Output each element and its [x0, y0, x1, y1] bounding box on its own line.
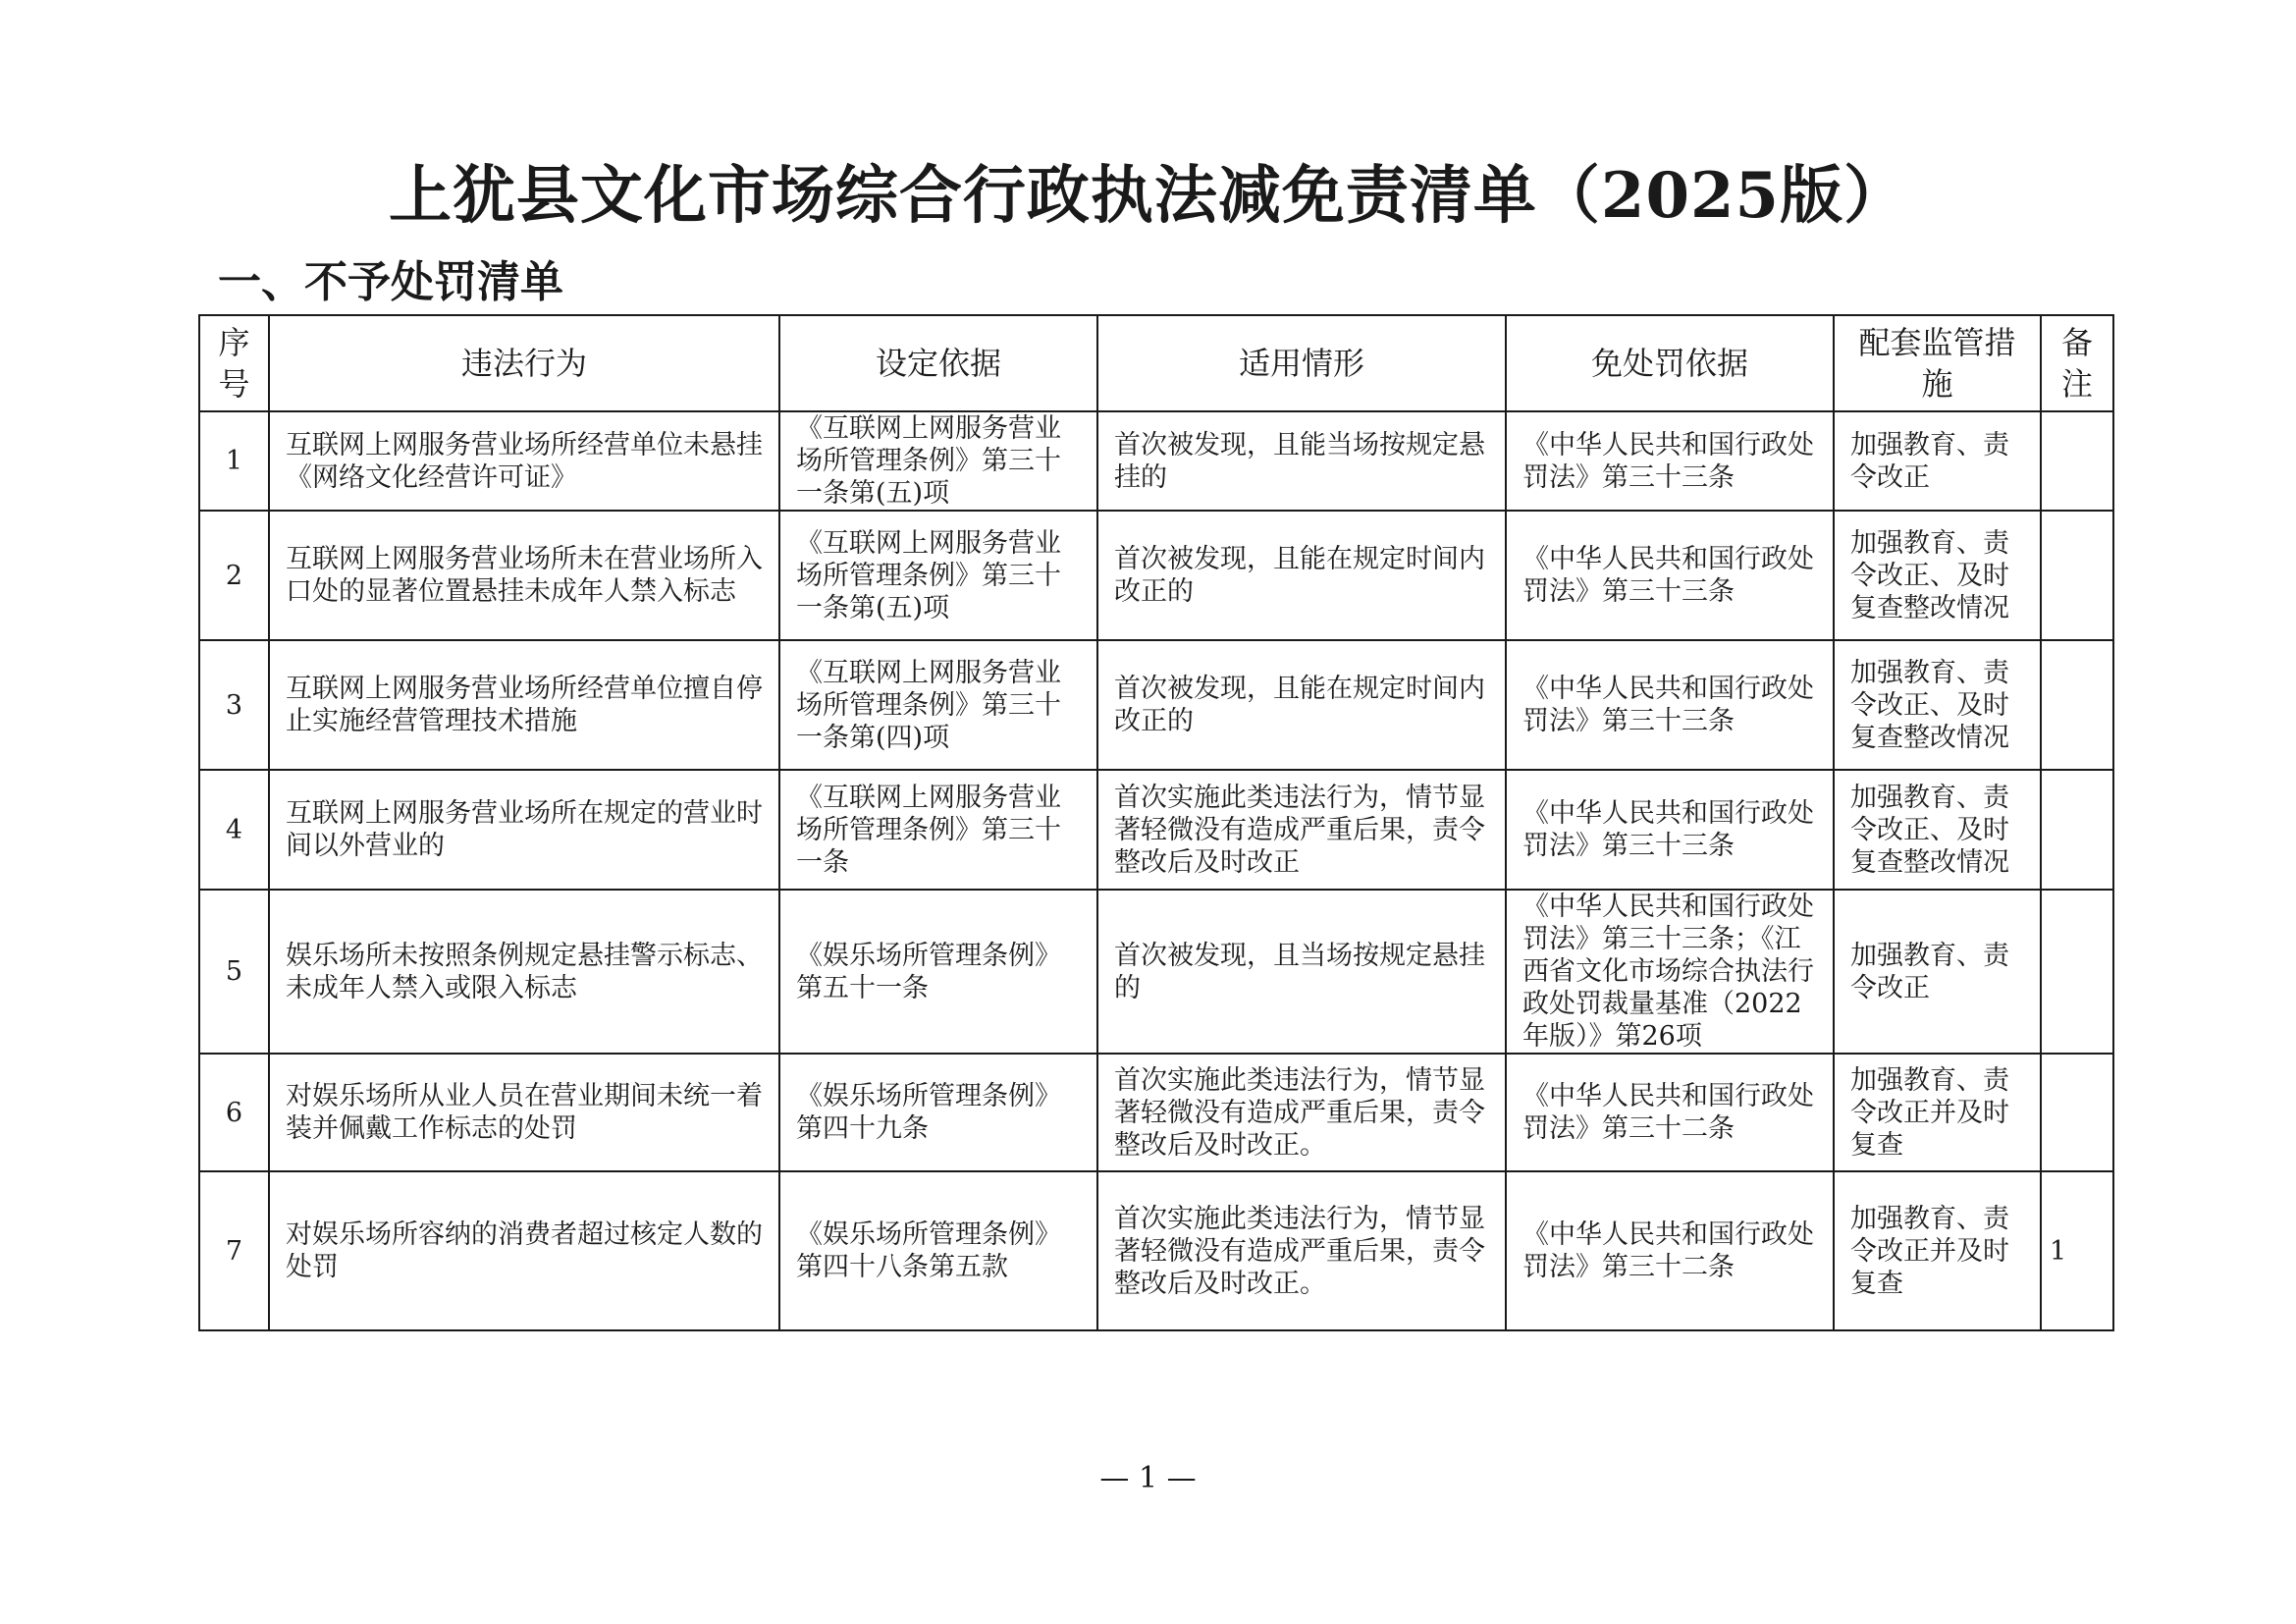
- cell-note: [2041, 411, 2113, 511]
- cell-note: [2041, 770, 2113, 890]
- page-number: — 1 —: [1099, 1461, 1197, 1495]
- cell-basis: 《互联网上网服务营业场所管理条例》第三十一条: [779, 770, 1097, 890]
- cell-num: 4: [199, 770, 269, 890]
- cell-behavior: 对娱乐场所从业人员在营业期间未统一着装并佩戴工作标志的处罚: [269, 1054, 779, 1171]
- cell-note: [2041, 1054, 2113, 1171]
- cell-exemption: 《中华人民共和国行政处罚法》第三十三条: [1506, 770, 1834, 890]
- exemption-table: [198, 314, 2114, 1331]
- cell-note: [2041, 640, 2113, 770]
- cell-circumstance: 首次实施此类违法行为，情节显著轻微没有造成严重后果，责令整改后及时改正: [1097, 770, 1506, 890]
- header-behavior: 违法行为: [269, 315, 779, 411]
- cell-behavior: 互联网上网服务营业场所在规定的营业时间以外营业的: [269, 770, 779, 890]
- cell-supervision: 加强教育、责令改正、及时复查整改情况: [1834, 511, 2041, 640]
- header-exemption: 免处罚依据: [1506, 315, 1834, 411]
- cell-num: 7: [199, 1171, 269, 1330]
- cell-behavior: 互联网上网服务营业场所经营单位未悬挂《网络文化经营许可证》: [269, 411, 779, 511]
- cell-basis: 《娱乐场所管理条例》第四十八条第五款: [779, 1171, 1097, 1330]
- cell-basis: 《娱乐场所管理条例》第四十九条: [779, 1054, 1097, 1171]
- header-basis: 设定依据: [779, 315, 1097, 411]
- cell-behavior: 互联网上网服务营业场所未在营业场所入口处的显著位置悬挂未成年人禁入标志: [269, 511, 779, 640]
- cell-supervision: 加强教育、责令改正并及时复查: [1834, 1171, 2041, 1330]
- cell-exemption: 《中华人民共和国行政处罚法》第三十三条: [1506, 511, 1834, 640]
- cell-supervision: 加强教育、责令改正、及时复查整改情况: [1834, 640, 2041, 770]
- table-row: [199, 640, 2113, 770]
- cell-circumstance: 首次实施此类违法行为，情节显著轻微没有造成严重后果，责令整改后及时改正。: [1097, 1171, 1506, 1330]
- table-row: [199, 511, 2113, 640]
- cell-num: 1: [199, 411, 269, 511]
- cell-circumstance: 首次被发现，且能当场按规定悬挂的: [1097, 411, 1506, 511]
- cell-behavior: 互联网上网服务营业场所经营单位擅自停止实施经营管理技术措施: [269, 640, 779, 770]
- cell-basis: 《互联网上网服务营业场所管理条例》第三十一条第(四)项: [779, 640, 1097, 770]
- cell-exemption: 《中华人民共和国行政处罚法》第三十二条: [1506, 1054, 1834, 1171]
- cell-basis: 《娱乐场所管理条例》第五十一条: [779, 890, 1097, 1054]
- cell-supervision: 加强教育、责令改正: [1834, 890, 2041, 1054]
- cell-note: [2041, 511, 2113, 640]
- cell-circumstance: 首次被发现，且能在规定时间内改正的: [1097, 640, 1506, 770]
- cell-basis: 《互联网上网服务营业场所管理条例》第三十一条第(五)项: [779, 511, 1097, 640]
- header-circumstance: 适用情形: [1097, 315, 1506, 411]
- document-title: 上犹县文化市场综合行政执法减免责清单（2025版）: [388, 159, 1908, 233]
- cell-exemption: 《中华人民共和国行政处罚法》第三十三条；《江西省文化市场综合执法行政处罚裁量基准（2022年版）》第26项: [1506, 890, 1834, 1054]
- cell-num: 5: [199, 890, 269, 1054]
- header-num: 序号: [199, 315, 269, 411]
- cell-num: 3: [199, 640, 269, 770]
- table-row: [199, 411, 2113, 511]
- header-supervision: 配套监管措施: [1834, 315, 2041, 411]
- header-note: 备注: [2041, 315, 2113, 411]
- cell-num: 6: [199, 1054, 269, 1171]
- table-row: [199, 1054, 2113, 1171]
- cell-circumstance: 首次被发现，且当场按规定悬挂的: [1097, 890, 1506, 1054]
- table-row: [199, 770, 2113, 890]
- cell-behavior: 娱乐场所未按照条例规定悬挂警示标志、未成年人禁入或限入标志: [269, 890, 779, 1054]
- section-heading: 一、不予处罚清单: [218, 257, 563, 307]
- cell-behavior: 对娱乐场所容纳的消费者超过核定人数的处罚: [269, 1171, 779, 1330]
- cell-exemption: 《中华人民共和国行政处罚法》第三十三条: [1506, 640, 1834, 770]
- cell-supervision: 加强教育、责令改正并及时复查: [1834, 1054, 2041, 1171]
- cell-num: 2: [199, 511, 269, 640]
- table-row: [199, 890, 2113, 1054]
- cell-exemption: 《中华人民共和国行政处罚法》第三十三条: [1506, 411, 1834, 511]
- cell-supervision: 加强教育、责令改正、及时复查整改情况: [1834, 770, 2041, 890]
- cell-circumstance: 首次被发现，且能在规定时间内改正的: [1097, 511, 1506, 640]
- table-header-row: [199, 315, 2113, 411]
- cell-basis: 《互联网上网服务营业场所管理条例》第三十一条第(五)项: [779, 411, 1097, 511]
- cell-circumstance: 首次实施此类违法行为，情节显著轻微没有造成严重后果，责令整改后及时改正。: [1097, 1054, 1506, 1171]
- table-row: [199, 1171, 2113, 1330]
- cell-exemption: 《中华人民共和国行政处罚法》第三十二条: [1506, 1171, 1834, 1330]
- cell-supervision: 加强教育、责令改正: [1834, 411, 2041, 511]
- cell-note: [2041, 890, 2113, 1054]
- cell-note: 1: [2041, 1171, 2113, 1330]
